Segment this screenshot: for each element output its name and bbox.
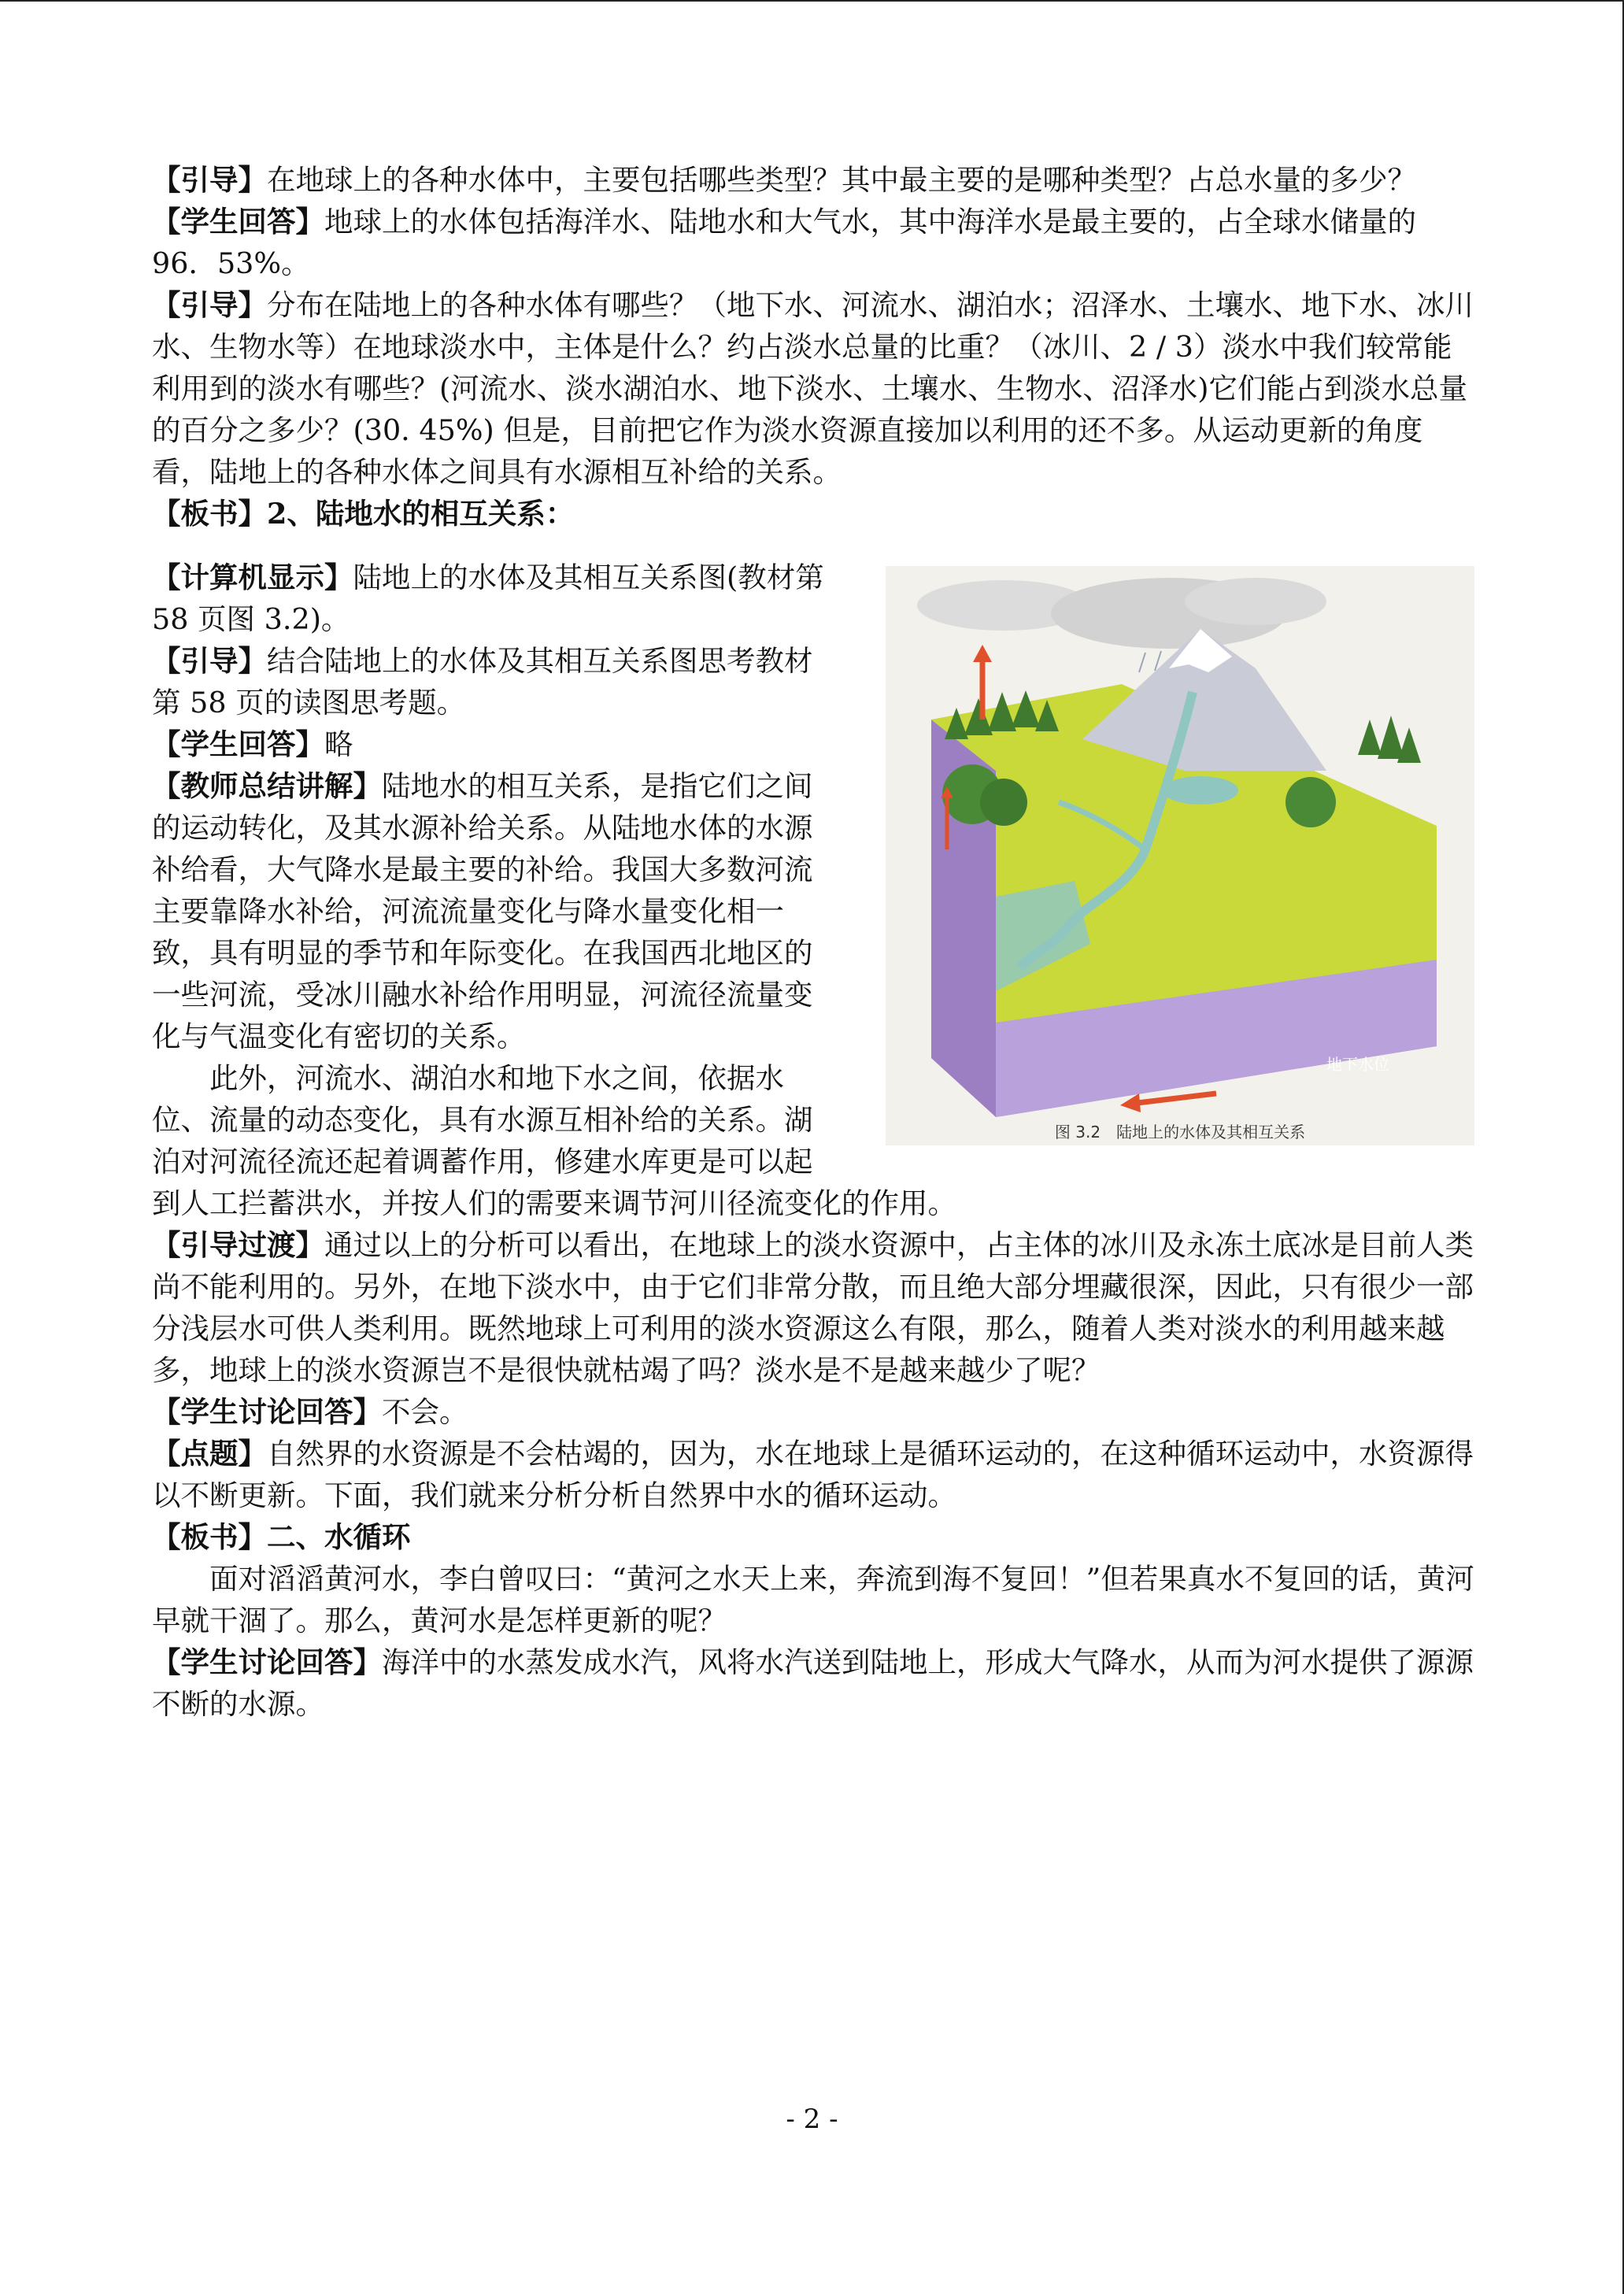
paragraph-text: 地球上的水体包括海洋水、陆地水和大气水，其中海洋水是最主要的，占全球水储量的 96．53%。 bbox=[152, 205, 1416, 280]
paragraph-discussion-1 bbox=[152, 1391, 1474, 1433]
paragraph-board-2 bbox=[152, 1516, 1474, 1558]
cloud-right bbox=[1185, 578, 1326, 625]
paragraph-label: 【板书】 bbox=[152, 497, 267, 531]
paragraph-text: 在地球上的各种水体中，主要包括哪些类型？其中最主要的是哪种类型？占总水量的多少？ bbox=[267, 163, 1416, 197]
paragraph-text: 不会。 bbox=[382, 1395, 468, 1429]
paragraph-label: 【引导过渡】 bbox=[152, 1228, 324, 1262]
paragraph-answer-1 bbox=[152, 201, 1474, 284]
page-number: - 2 - bbox=[786, 2103, 838, 2135]
figure-section bbox=[152, 557, 1474, 1224]
paragraph-label: 【学生回答】 bbox=[152, 727, 324, 761]
paragraph-text: 陆地上的水体及其相互关系图(教材第 58 页图 3.2)。 bbox=[152, 561, 824, 636]
figure-water-bodies bbox=[886, 566, 1474, 1145]
paragraph-text: 略 bbox=[324, 727, 353, 761]
paragraph-label: 【教师总结讲解】 bbox=[152, 769, 382, 803]
paragraph-label: 【引导】 bbox=[152, 163, 267, 197]
paragraph-text: 海洋中的水蒸发成水汽，风将水汽送到陆地上，形成大气降水，从而为河水提供了源源不断的水源。 bbox=[152, 1645, 1474, 1721]
paragraph-guide-1 bbox=[152, 159, 1474, 201]
paragraph-discussion-2 bbox=[152, 1641, 1474, 1725]
paragraph-label: 【学生回答】 bbox=[152, 205, 324, 239]
paragraph-label: 【引导】 bbox=[152, 644, 267, 678]
paragraph-label: 【点题】 bbox=[152, 1437, 267, 1471]
paragraph-text: 陆地水的相互关系，是指它们之间的运动转化，及其水源补给关系。从陆地水体的水源补给看，大气降水是最主要的补给。我国大多数河流主要靠降水补给，河流流量变化与降水量变化相一致，具有明显的季节和年际变化。在我国西北地区的一些河流，受冰川融水补给作用明显，河流径流量变化与气温变化有密切的关系。 bbox=[152, 769, 813, 1053]
paragraph-label: 【学生讨论回答】 bbox=[152, 1395, 382, 1429]
paragraph-text: 自然界的水资源是不会枯竭的，因为，水在地球上是循环运动的，在这种循环运动中，水资源得以不断更新。下面，我们就来分析分析自然界中水的循环运动。 bbox=[152, 1437, 1474, 1512]
paragraph-label: 【计算机显示】 bbox=[152, 561, 353, 594]
figure-caption: 图 3.2 陆地上的水体及其相互关系 bbox=[1054, 1123, 1306, 1141]
paragraph-board-1 bbox=[152, 493, 1474, 535]
paragraph-transition bbox=[152, 1224, 1474, 1391]
bush-right bbox=[1286, 777, 1336, 827]
paragraph-text: 结合陆地上的水体及其相互关系图思考教材第 58 页的读图思考题。 bbox=[152, 644, 813, 720]
paragraph-label: 【板书】 bbox=[152, 1520, 267, 1554]
paragraph-text: 二、水循环 bbox=[267, 1520, 411, 1554]
paragraph-label: 【引导】 bbox=[152, 288, 267, 322]
water-bodies-illustration bbox=[886, 566, 1474, 1145]
groundwater-level-label: 地下水位 bbox=[1326, 1055, 1389, 1074]
bush-left-2 bbox=[980, 779, 1027, 826]
paragraph-text: 通过以上的分析可以看出，在地球上的淡水资源中，占主体的冰川及永冻土底冰是目前人类尚不能利用的。另外，在地下淡水中，由于它们非常分散，而且绝大部分埋藏很深，因此，只有很少一部分浅层水可供人类利用。既然地球上可利用的淡水资源这么有限，那么，随着人类对淡水的利用越来越多，地球上的淡水资源岂不是很快就枯竭了吗？淡水是不是越来越少了呢？ bbox=[152, 1228, 1474, 1387]
paragraph-mutual-recharge: 此外，河流水、湖泊水和地下水之间，依据水位、流量的动态变化，具有水源互相补给的关系。湖泊对河流径流还起着调蓄作用，修建水库更是可以起到人工拦蓄洪水，并按人们的需要来调节河川径流变化的作用。 bbox=[152, 1061, 956, 1220]
paragraph-guide-2 bbox=[152, 284, 1474, 493]
paragraph-point bbox=[152, 1433, 1474, 1516]
paragraph-label: 【学生讨论回答】 bbox=[152, 1645, 382, 1679]
paragraph-yellow-river: 面对滔滔黄河水，李白曾叹曰：“黄河之水天上来，奔流到海不复回！”但若果真水不复回的话，黄河早就干涸了。那么，黄河水是怎样更新的呢？ bbox=[152, 1562, 1474, 1637]
document-body bbox=[152, 159, 1474, 1725]
paragraph-text: 2、陆地水的相互关系： bbox=[267, 497, 575, 531]
lake bbox=[1163, 776, 1238, 805]
paragraph-text: 分布在陆地上的各种水体有哪些？（地下水、河流水、湖泊水；沼泽水、土壤水、地下水、冰川水、生物水等）在地球淡水中，主体是什么？约占淡水总量的比重？（冰川、2 / 3）淡水中我们较常能利用到的淡水有哪些？(河流水、淡水湖泊水、地下淡水、土壤水、生物水、沼泽水)它们能占到淡水总量的百分之多少？(30. 45%) 但是，目前把它作为淡水资源直接加以利用的还不多。从运动更新的角度看，陆地上的各种水体之间具有水源相互补给的关系。 bbox=[152, 288, 1474, 489]
